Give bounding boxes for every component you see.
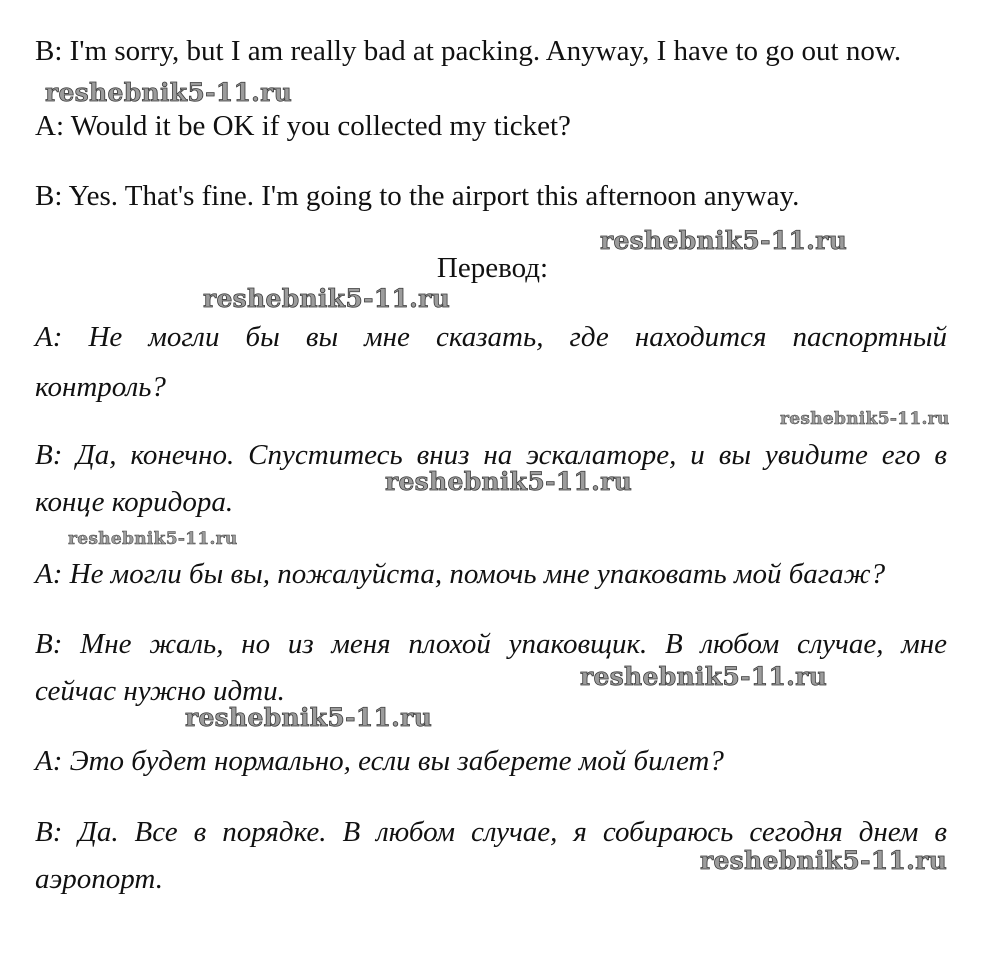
russian-p6-line-1: В: Да. Все в порядке. В любом случае, я собираюсь сегодня днем в — [35, 816, 947, 848]
watermark: reshebnik5-11.ru — [385, 467, 633, 496]
watermark: reshebnik5-11.ru — [600, 226, 848, 255]
russian-p3-line-1: А: Не могли бы вы, пожалуйста, помочь мне упаковать мой багаж? — [35, 558, 886, 590]
translation-heading: Перевод: — [436, 252, 549, 284]
russian-p6-line-2: аэропорт. — [35, 863, 163, 895]
english-line-3: B: Yes. That's fine. I'm going to the airport this afternoon anyway. — [35, 180, 800, 212]
russian-p5-line-1: А: Это будет нормально, если вы заберете мой билет? — [35, 745, 724, 777]
watermark: reshebnik5-11.ru — [45, 78, 293, 107]
russian-p1-line-1: А: Не могли бы вы мне сказать, где находится паспортный — [35, 321, 947, 353]
russian-p4-line-2: сейчас нужно идти. — [35, 675, 285, 707]
watermark: reshebnik5-11.ru — [203, 284, 451, 313]
watermark: reshebnik5-11.ru — [780, 409, 950, 429]
russian-p4-line-1: В: Мне жаль, но из меня плохой упаковщик. В любом случае, мне — [35, 628, 947, 660]
russian-p2-line-2: конце коридора. — [35, 486, 234, 518]
russian-p2-line-1: В: Да, конечно. Спуститесь вниз на эскалаторе, и вы увидите его в — [35, 439, 947, 471]
watermark: reshebnik5-11.ru — [68, 529, 238, 549]
watermark: reshebnik5-11.ru — [580, 662, 828, 691]
russian-p1-line-2: контроль? — [35, 371, 166, 403]
watermark: reshebnik5-11.ru — [700, 846, 948, 875]
english-line-2: A: Would it be OK if you collected my ticket? — [35, 110, 571, 142]
watermark: reshebnik5-11.ru — [185, 703, 433, 732]
english-line-1: B: I'm sorry, but I am really bad at packing. Anyway, I have to go out now. — [35, 35, 902, 67]
